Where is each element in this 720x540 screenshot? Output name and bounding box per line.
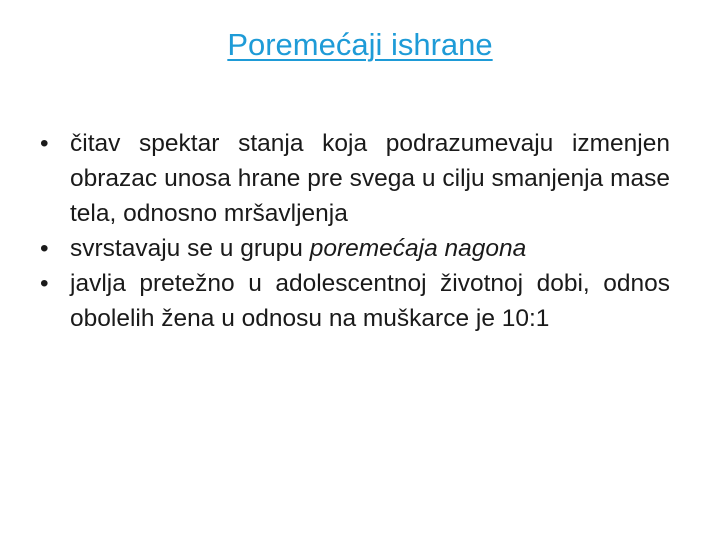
bullet-item [40, 266, 670, 336]
bullet-marker: • [40, 270, 49, 297]
bullet-marker: • [40, 130, 49, 157]
bullet-emphasis-text: poremećaja nagona [309, 235, 527, 262]
bullet-marker: • [40, 235, 49, 262]
bullet-list [40, 126, 670, 336]
bullet-text: čitav spektar stanja koja podrazumevaju izmenjen obrazac unosa hrane pre svega u cilju smanjenja mase tela, odnosno mršavljenja [70, 130, 670, 227]
bullet-item [40, 231, 670, 266]
bullet-text: svrstavaju se u grupu [70, 235, 310, 262]
bullet-item [40, 126, 670, 231]
slide-title: Poremećaji ishrane [227, 27, 493, 62]
bullet-text: javlja pretežno u adolescentnoj životnoj dobi, odnos obolelih žena u odnosu na muškarce je 10:1 [70, 270, 670, 332]
